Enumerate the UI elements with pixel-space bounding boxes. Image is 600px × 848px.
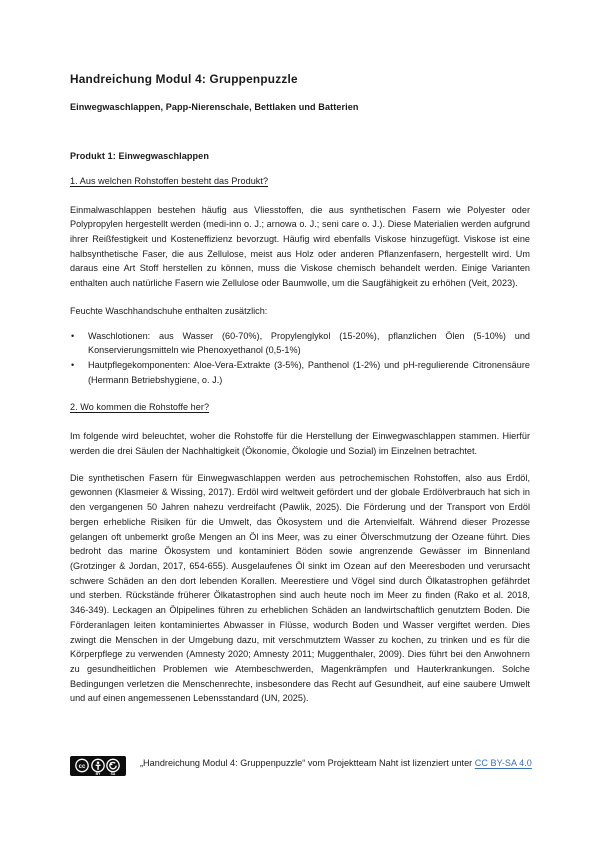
svg-text:cc: cc bbox=[78, 763, 86, 770]
license-text: „Handreichung Modul 4: Gruppenpuzzle“ vom Projektteam Naht ist lizenziert unter bbox=[140, 758, 475, 768]
list-item bbox=[70, 329, 530, 358]
bullet-list-inhaltsstoffe bbox=[70, 329, 530, 388]
question-heading-2: 2. Wo kommen die Rohstoffe her? bbox=[70, 402, 210, 413]
svg-text:BY: BY bbox=[95, 771, 101, 775]
svg-text:SA: SA bbox=[110, 771, 116, 775]
list-item-label: Hautpflegekomponenten: Aloe-Vera-Extrakte (3-5%), Panthenol (1-2%) und pH-regulierende Citronensäure (Hermann Betriebshygiene, o. J.) bbox=[88, 360, 530, 385]
list-item-label: Waschlotionen: aus Wasser (60-70%), Propylenglykol (15-20%), pflanzlichen Ölen (5-10%) und Konservierungsmitteln wie Phenoxyethanol (0,5-1%) bbox=[88, 330, 530, 356]
page-subtitle: Einwegwaschlappen, Papp-Nierenschale, Bettlaken und Batterien bbox=[70, 102, 359, 113]
cc-license-link[interactable]: CC BY-SA 4.0 bbox=[474, 758, 532, 768]
license-footer bbox=[70, 755, 540, 776]
page-title: Handreichung Modul 4: Gruppenpuzzle bbox=[70, 72, 298, 86]
section-heading-produkt-1: Produkt 1: Einwegwaschlappen bbox=[70, 150, 209, 161]
paragraph-rohstoffe: Einmalwaschlappen bestehen häufig aus Vliesstoffen, die aus synthetischen Fasern wie Polyester oder Polypropylen hergestellt werden (medi-inn o. J.; arnowa o. J.; seni care o. J.). Diese Materialien werden aufgrund ihrer Reißfestigkeit und Kosteneffizienz bevorzugt. Häufig wird ebenfalls Viskose hinzugefügt. Viskose ist eine halbsynthetische Faser, die aus Zellulose, meist aus Holz oder anderen Pflanzenfasern, hergestellt wird. Um daraus eine Art Stoff herstellen zu können, muss die Viskose chemisch behandelt werden. Einige Varianten enthalten auch natürliche Fasern wie Zellulose oder Baumwolle, um die Saugfähigkeit zu erhöhen (Veit, 2023). bbox=[70, 204, 530, 289]
bullet-icon: • bbox=[71, 330, 75, 341]
bullet-list-lead-in: Feuchte Waschhandschuhe enthalten zusätzlich: bbox=[70, 305, 268, 316]
paragraph-einleitung-nachhaltigkeit: Im folgende wird beleuchtet, woher die Rohstoffe für die Herstellung der Einwegwaschlappen stammen. Hierfür werden die drei Säulen der Nachhaltigkeit (Ökonomie, Ökologie und Sozial) im Einzelnen betrachtet. bbox=[70, 431, 530, 456]
creative-commons-badge-icon bbox=[70, 756, 126, 776]
list-item bbox=[70, 358, 530, 387]
paragraph-erdoel-herkunft: Die synthetischen Fasern für Einwegwaschlappen werden aus petrochemischen Rohstoffen, also aus Erdöl, gewonnen (Klasmeier & Wissing, 2017). Erdöl wird weltweit gefördert und der globale Erdölverbrauch hat sich in den vergangenen 50 Jahren nahezu verdreifacht (Pawlik, 2025). Die Förderung und der Transport von Erdöl bergen erhebliche Risiken für die Umwelt, das Ökosystem und die Artenvielfalt. Während dieser Prozesse gelangen oft unbemerkt große Mengen an Öl ins Meer, was zu einer Ölverschmutzung der Ozeane führt. Dies bedroht das marine Ökosystem und kontaminiert Böden sowie angrenzende Gewässer im Binnenland (Grotzinger & Jordan, 2017, 654-655). Ausgelaufenes Öl sinkt im Ozean auf den Meeresboden und verursacht schwere Schäden an den dort lebenden Korallen. Meerestiere und Vögel sind durch Ölkatastrophen gefährdet und sterben. Rückstände früherer Ölkatastrophen sind auch heute noch im Meer zu finden (Rako et al. 2018, 346-349). Leckagen an Ölpipelines führen zu erheblichen Schäden an landwirtschaftlich genutztem Boden. Die Förderanlagen leiten kontaminiertes Abwasser in Flüsse, wodurch Boden und Wasser vergiftet werden. Dies zwingt die Menschen in der Umgebung dazu, mit verschmutztem Wasser zu kochen, zu trinken und es für die Körperpflege zu verwenden (Amnesty 2020; Amnesty 2011; Muggenthaler, 2009). Dies führt bei den Anwohnern zu gesundheitlichen Problemen wie Atembeschwerden, Magenkrämpfen und Hauterkrankungen. Solche Bedingungen verletzen die Menschenrechte, insbesondere das Recht auf Gesundheit, auf eine saubere Umwelt und auf einen angemessenen Lebensstandard (UN, 2025). bbox=[70, 472, 530, 704]
license-statement bbox=[140, 755, 532, 771]
bullet-icon: • bbox=[71, 360, 75, 371]
question-heading-1: 1. Aus welchen Rohstoffen besteht das Produkt? bbox=[70, 175, 269, 186]
